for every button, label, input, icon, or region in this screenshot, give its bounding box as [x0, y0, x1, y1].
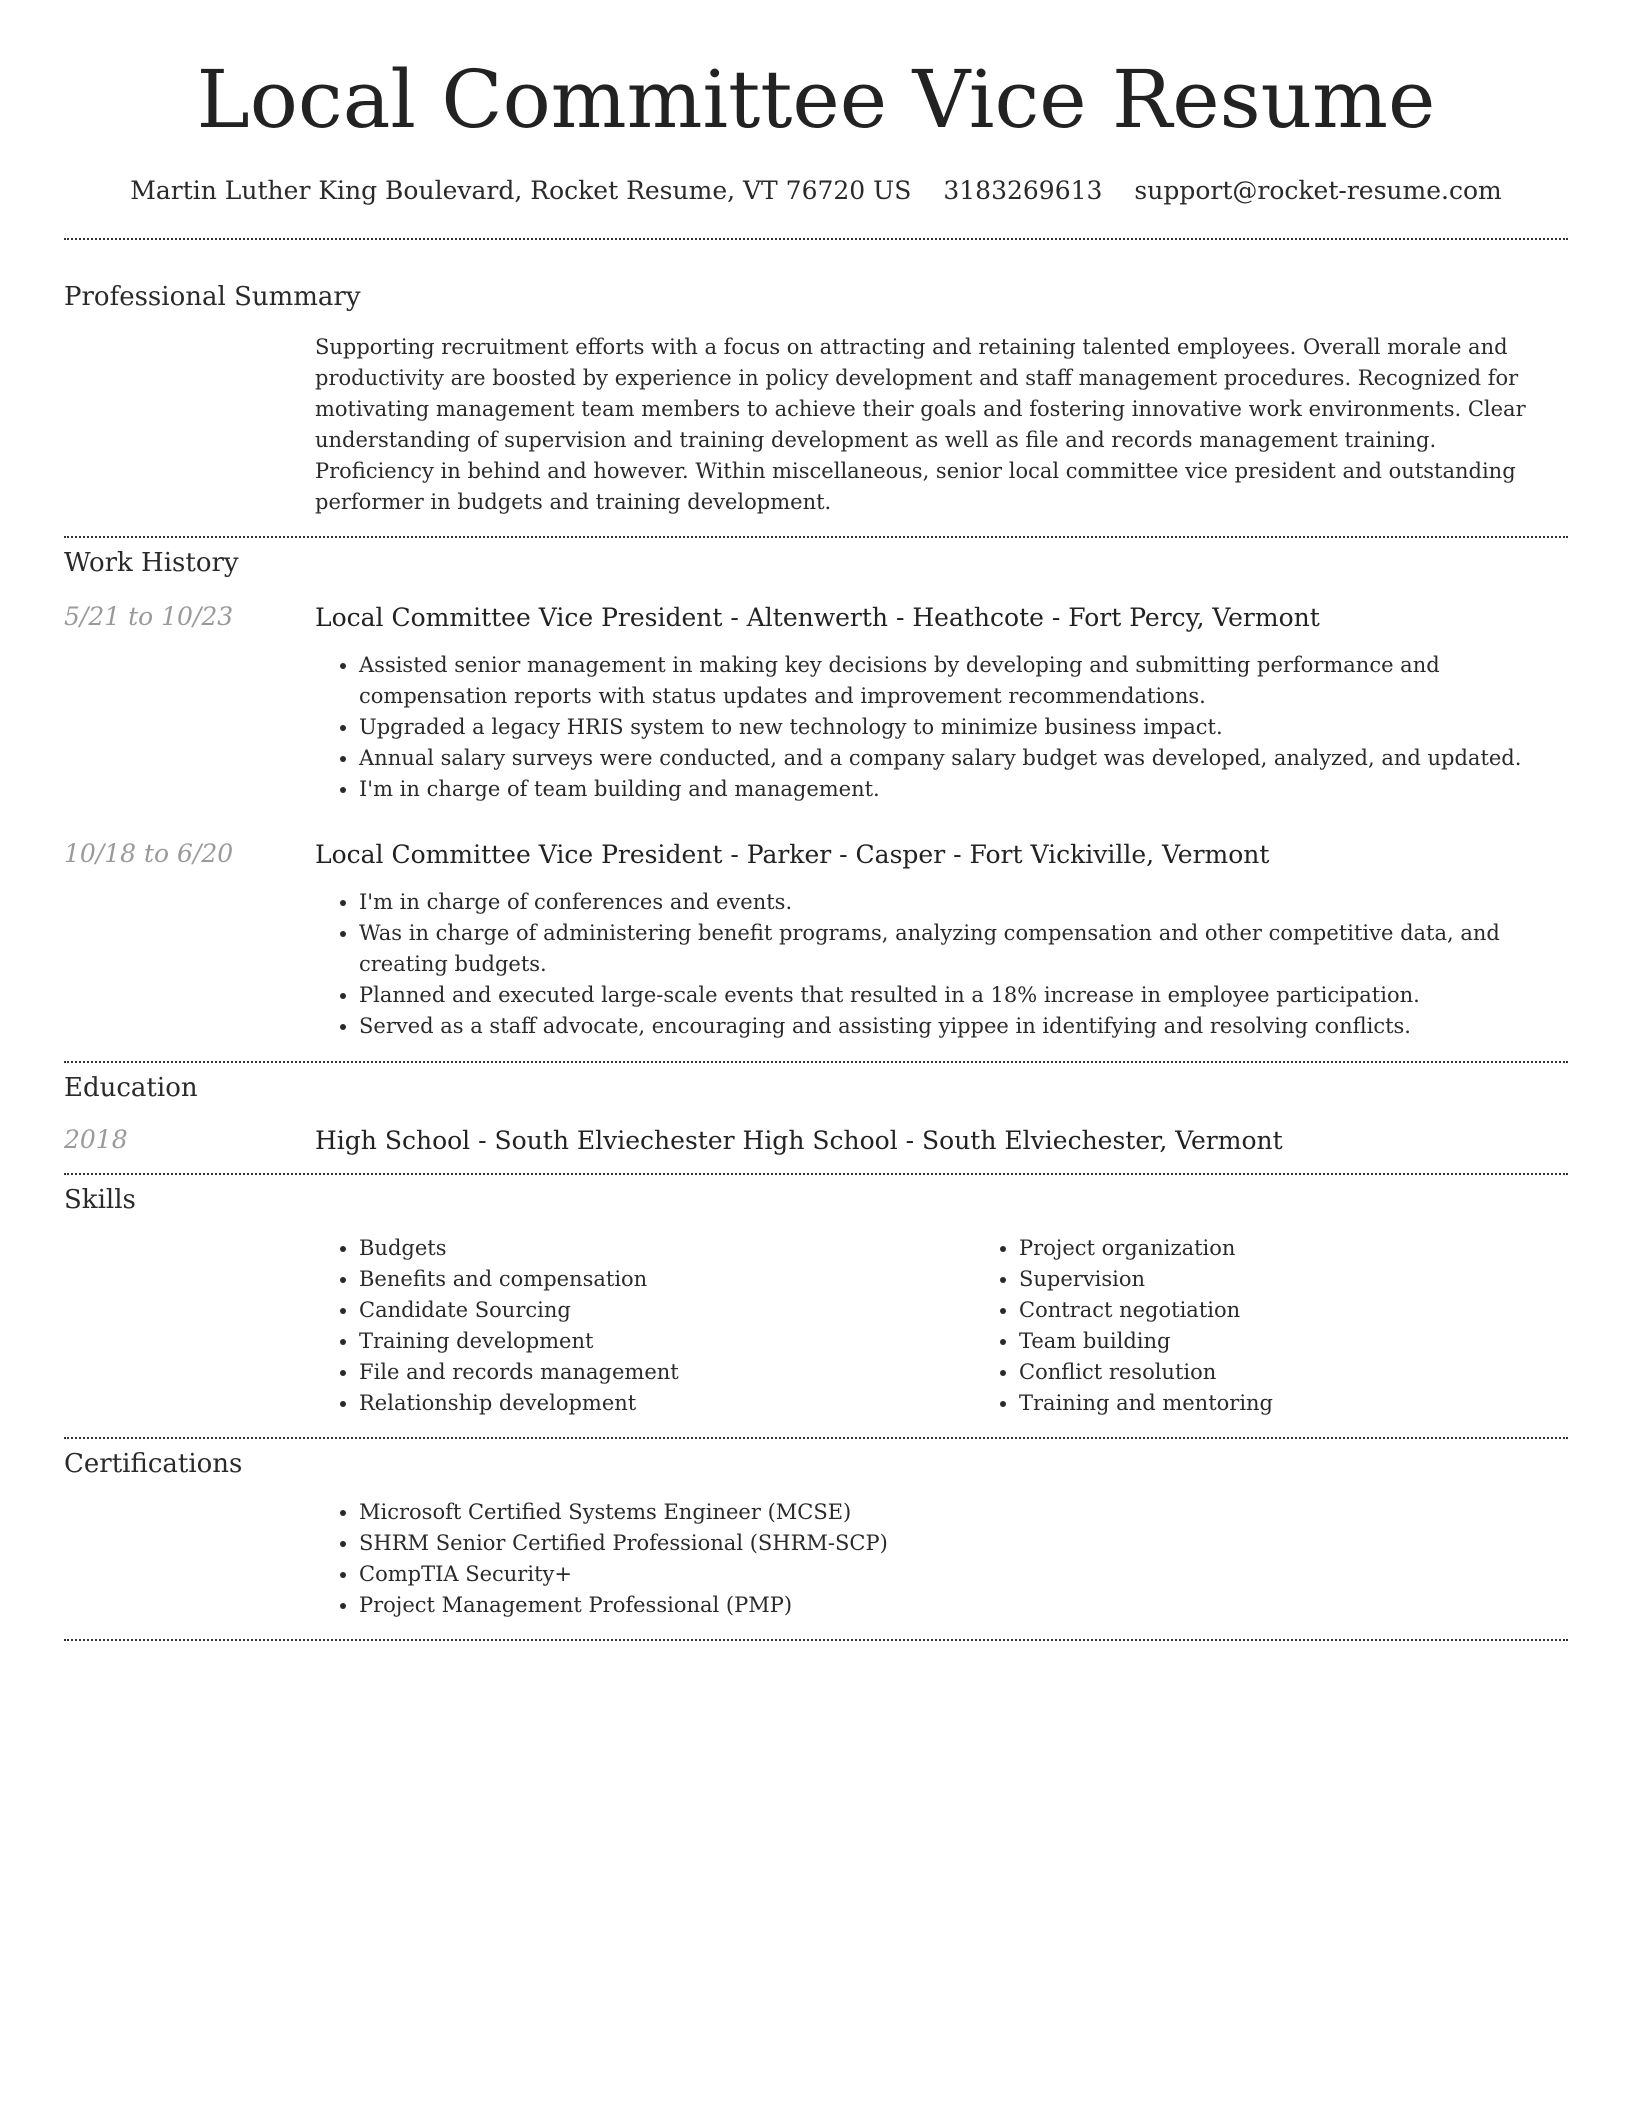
skills-heading: Skills: [64, 1185, 136, 1215]
resume-page: [64, 0, 1568, 1641]
list-item: • Upgraded a legacy HRIS system to new technology to minimize business impact.: [359, 712, 1568, 743]
list-item: • Project organization: [1019, 1233, 1632, 1264]
work-history-section: [64, 548, 1568, 1042]
contact-email: support@rocket-resume.com: [1134, 176, 1502, 205]
list-item: • Annual salary surveys were conducted, and a company salary budget was developed, analyzed, and updated.: [359, 743, 1568, 774]
list-item: • Team building: [1019, 1326, 1632, 1357]
job-bullets: [315, 650, 1568, 805]
certifications-heading: Certifications: [64, 1449, 243, 1479]
list-item: • Planned and executed large-scale events that resulted in a 18% increase in employee participation.: [359, 980, 1568, 1011]
certifications-list: [315, 1497, 1568, 1621]
list-item: • Served as a staff advocate, encouraging and assisting yippee in identifying and resolving conflicts.: [359, 1011, 1568, 1042]
list-item: • Budgets: [359, 1233, 975, 1264]
list-item: • Training and mentoring: [1019, 1388, 1632, 1419]
skills-column-1: [315, 1233, 975, 1419]
list-item: • Assisted senior management in making key decisions by developing and submitting performance and compensation reports with status updates and improvement recommendations.: [359, 650, 1568, 712]
education-entry: [64, 1125, 1568, 1157]
resume-title: Local Committee Vice Resume: [196, 53, 1436, 146]
contact-line: [64, 176, 1568, 205]
list-item: • Was in charge of administering benefit programs, analyzing compensation and other competitive data, and creating budgets.: [359, 918, 1568, 980]
skills-grid: [315, 1233, 1632, 1419]
list-item: • Relationship development: [359, 1388, 975, 1419]
contact-address: Martin Luther King Boulevard, Rocket Resume, VT 76720 US: [130, 176, 912, 205]
divider: [64, 1061, 1568, 1063]
skills-section: [64, 1185, 1568, 1419]
job-entry: [64, 602, 1568, 805]
job-title: Local Committee Vice President - Parker - Casper - Fort Vickiville, Vermont: [315, 840, 1270, 869]
list-item: • Benefits and compensation: [359, 1264, 975, 1295]
list-item: • I'm in charge of team building and management.: [359, 774, 1568, 805]
summary-section: [64, 282, 1568, 518]
job-dates: 10/18 to 6/20: [64, 839, 234, 868]
list-item: • File and records management: [359, 1357, 975, 1388]
job-title: Local Committee Vice President - Altenwerth - Heathcote - Fort Percy, Vermont: [315, 603, 1320, 632]
divider: [64, 1639, 1568, 1641]
divider: [64, 238, 1568, 240]
list-item: • Supervision: [1019, 1264, 1632, 1295]
work-history-heading: Work History: [64, 548, 239, 578]
job-entry: [64, 839, 1568, 1042]
list-item: • Training development: [359, 1326, 975, 1357]
education-year: 2018: [64, 1125, 128, 1154]
list-item: • I'm in charge of conferences and events.: [359, 887, 1568, 918]
divider: [64, 1173, 1568, 1175]
certifications-section: [64, 1449, 1568, 1621]
list-item: • Candidate Sourcing: [359, 1295, 975, 1326]
skills-column-2: [975, 1233, 1632, 1419]
job-bullets: [315, 887, 1568, 1042]
education-section: [64, 1073, 1568, 1157]
education-heading: Education: [64, 1073, 198, 1103]
job-dates: 5/21 to 10/23: [64, 602, 234, 631]
divider: [64, 536, 1568, 538]
summary-heading: Professional Summary: [64, 282, 361, 312]
contact-phone: 3183269613: [943, 176, 1103, 205]
list-item: • SHRM Senior Certified Professional (SHRM-SCP): [359, 1528, 1568, 1559]
summary-text: Supporting recruitment efforts with a focus on attracting and retaining talented employees. Overall morale and productivity are boosted by experience in policy development and staff management procedures. Recognized for motivating management team members to achieve their goals and fostering innovative work environments. Clear understanding of supervision and training development as well as file and records management training. Proficiency in behind and however. Within miscellaneous, senior local committee vice president and outstanding performer in budgets and training development.: [315, 335, 1526, 514]
list-item: • CompTIA Security+: [359, 1559, 1568, 1590]
list-item: • Microsoft Certified Systems Engineer (MCSE): [359, 1497, 1568, 1528]
education-title: High School - South Elviechester High School - South Elviechester, Vermont: [315, 1126, 1283, 1155]
list-item: • Conflict resolution: [1019, 1357, 1632, 1388]
list-item: • Contract negotiation: [1019, 1295, 1632, 1326]
list-item: • Project Management Professional (PMP): [359, 1590, 1568, 1621]
divider: [64, 1437, 1568, 1439]
